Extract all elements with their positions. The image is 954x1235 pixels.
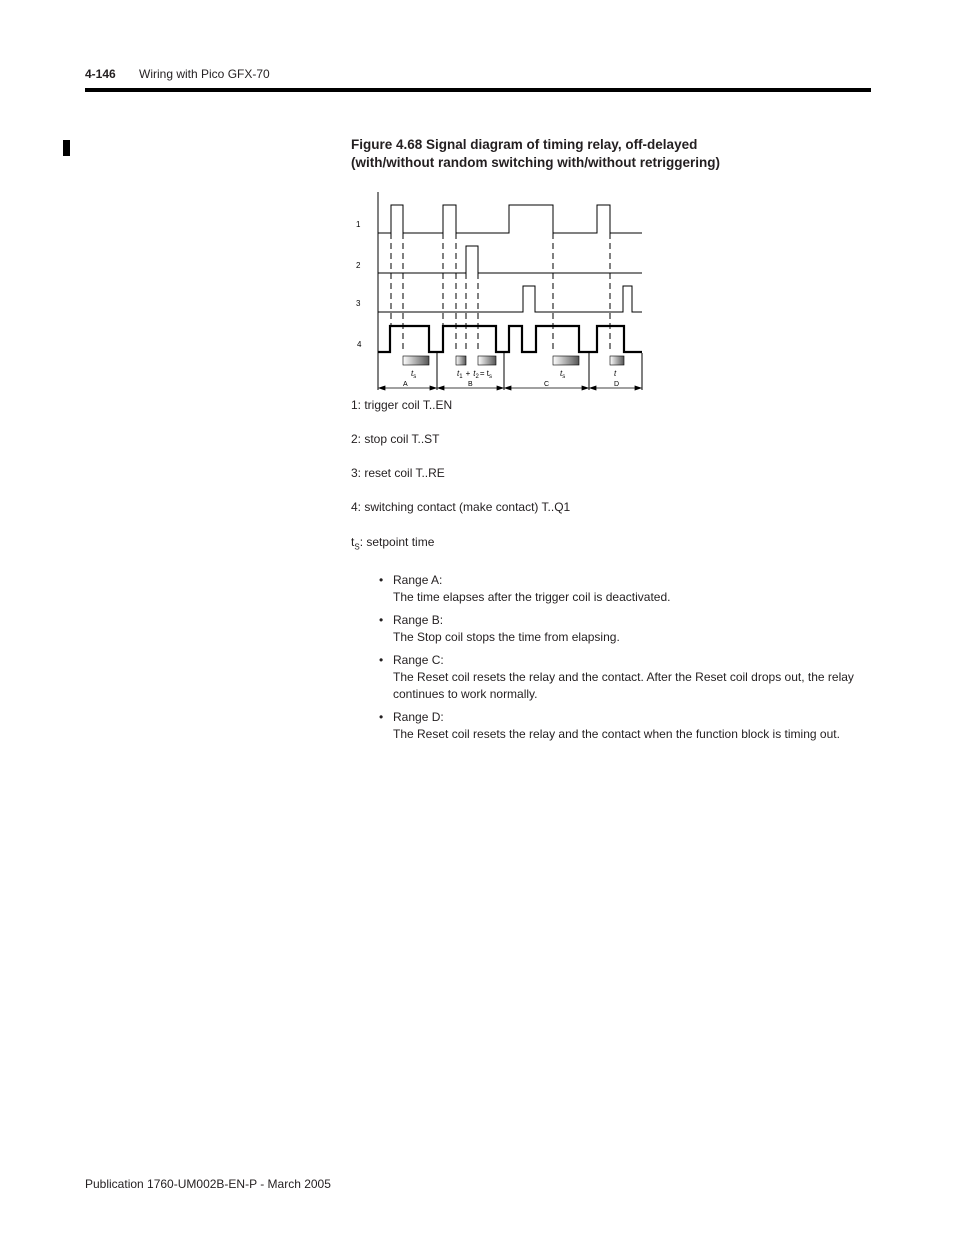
signal-trigger-coil	[378, 205, 642, 233]
range-label-c: C	[544, 381, 550, 388]
time-label-d: t	[614, 369, 617, 378]
timing-bar-b2	[478, 356, 496, 365]
range-item-d: • Range D: The Reset coil resets the relay and the contact when the function block is timing out.	[379, 709, 859, 743]
legend-stop-coil: 2: stop coil T..ST	[351, 432, 440, 446]
ts-symbol: t	[351, 535, 355, 549]
timing-bar-c	[553, 356, 579, 365]
legend-reset-coil: 3: reset coil T..RE	[351, 466, 445, 480]
range-description: The Reset coil resets the relay and the contact when the function block is timing out.	[393, 727, 840, 741]
signal-switching-contact	[378, 326, 642, 352]
range-description: The Stop coil stops the time from elapsing.	[393, 630, 620, 644]
timing-bar-a	[403, 356, 429, 365]
range-label-d: D	[614, 381, 620, 388]
range-title: Range B:	[393, 613, 444, 627]
range-item-b: • Range B: The Stop coil stops the time from elapsing.	[379, 612, 859, 646]
row-label-2: 2	[356, 261, 361, 270]
figure-caption-line2: (with/without random switching with/without retriggering)	[351, 155, 720, 170]
legend-setpoint-time	[351, 535, 434, 551]
range-item-a: • Range A: The time elapses after the trigger coil is deactivated.	[379, 572, 859, 606]
range-title: Range D:	[393, 710, 444, 724]
range-title: Range A:	[393, 573, 443, 587]
guide-lines	[391, 233, 610, 352]
legend-switching-contact: 4: switching contact (make contact) T..Q1	[351, 500, 571, 514]
page-number: 4-146	[85, 67, 116, 81]
time-label-b: $t_1 + t_2= t_s$	[457, 369, 492, 380]
time-label-a: $t_s$	[411, 369, 417, 380]
section-title: Wiring with Pico GFX-70	[139, 67, 270, 81]
time-label-c: $t_s$	[560, 369, 566, 380]
legend-trigger-coil: 1: trigger coil T..EN	[351, 398, 453, 412]
range-arrows	[379, 386, 641, 390]
signal-diagram	[0, 0, 954, 420]
range-title: Range C:	[393, 653, 444, 667]
range-label-a: A	[403, 381, 408, 388]
signal-stop-coil	[378, 246, 642, 273]
timing-bar-d	[610, 356, 624, 365]
signal-reset-coil	[378, 286, 642, 312]
row-label-4: 4	[357, 340, 362, 349]
row-label-3: 3	[356, 299, 361, 308]
range-item-c: • Range C: The Reset coil resets the relay and the contact. After the Reset coil drops out, the relay continues to work normally.	[379, 652, 859, 703]
range-description: The Reset coil resets the relay and the contact. After the Reset coil drops out, the relay continues to work normally.	[393, 670, 854, 701]
range-description: The time elapses after the trigger coil is deactivated.	[393, 590, 671, 604]
ts-subscript: S	[354, 542, 360, 552]
row-label-1: 1	[356, 220, 361, 229]
footer-publication: Publication 1760-UM002B-EN-P - March 2005	[85, 1177, 331, 1191]
figure-caption-line1: Figure 4.68 Signal diagram of timing relay, off-delayed	[351, 137, 698, 152]
ts-description: : setpoint time	[359, 535, 435, 549]
timing-bar-b1	[456, 356, 466, 365]
range-list	[379, 572, 859, 749]
range-label-b: B	[468, 381, 473, 388]
